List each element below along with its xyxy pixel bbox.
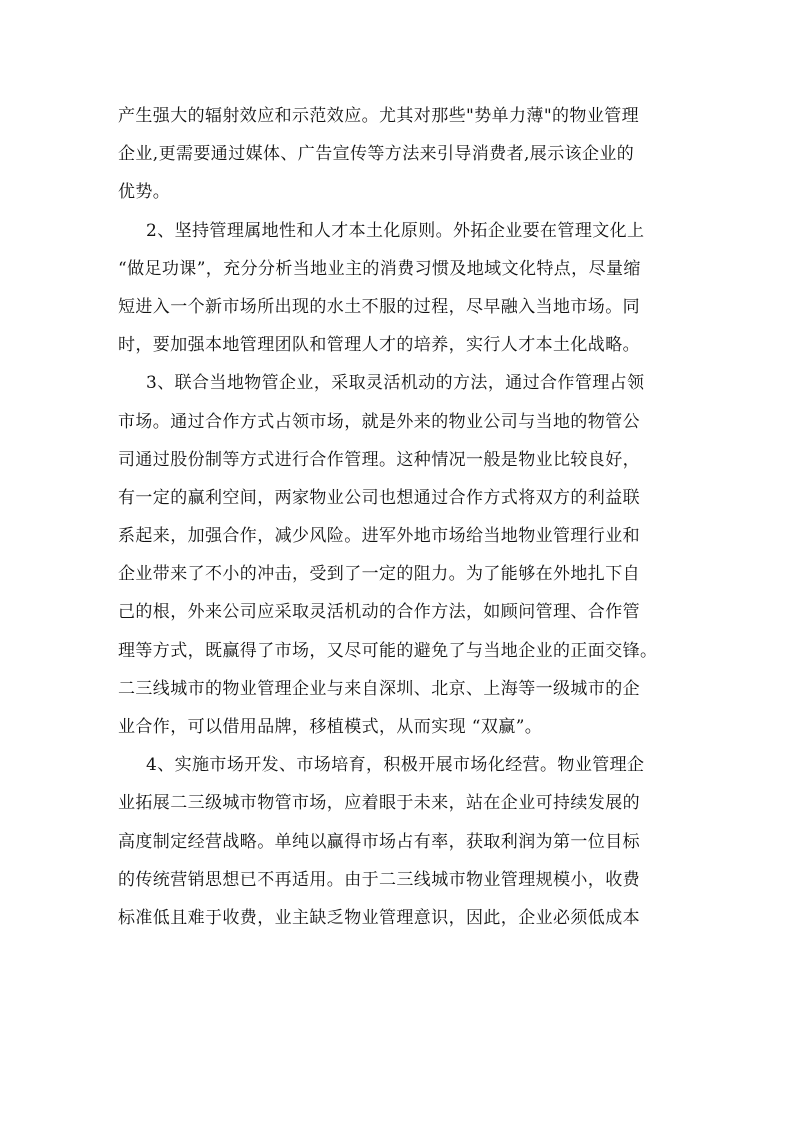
- text-line: 业拓展二三级城市物管市场，应着眼于未来，站在企业可持续发展的: [118, 793, 640, 814]
- text-line: “做足功课”，充分分析当地业主的消费习惯及地域文化特点，尽量缩: [118, 258, 641, 279]
- text-line: 有一定的赢利空间，两家物业公司也想通过合作方式将双方的利益联: [118, 487, 640, 508]
- body-text: [118, 97, 678, 937]
- text-line: 企业,更需要通过媒体、广告宣传等方法来引导消费者,展示该企业的: [118, 144, 635, 165]
- text-line: 优势。: [118, 182, 171, 203]
- text-line: 二三线城市的物业管理企业与来自深圳、北京、上海等一级城市的企: [118, 678, 640, 699]
- text-line: 司通过股份制等方式进行合作管理。这种情况一般是物业比较良好，: [118, 449, 640, 470]
- text-line: 短进入一个新市场所出现的水土不服的过程，尽早融入当地市场。同: [118, 296, 640, 317]
- paragraph-3-first-line: 3、联合当地物管企业，采取灵活机动的方法，通过合作管理占领: [146, 373, 645, 394]
- text-line: 业合作，可以借用品牌，移植模式，从而实现 “双赢”。: [118, 717, 543, 737]
- text-line: 系起来，加强合作，减少风险。进军外地市场给当地物业管理行业和: [118, 526, 640, 547]
- text-line: 标准低且难于收费，业主缺乏物业管理意识，因此，企业必须低成本: [118, 907, 640, 928]
- text-line: 的传统营销思想已不再适用。由于二三线城市物业管理规模小，收费: [118, 869, 640, 890]
- paragraph-4-first-line: 4、实施市场开发、市场培育，积极开展市场化经营。物业管理企: [146, 755, 645, 776]
- paragraph-2-first-line: 2、坚持管理属地性和人才本土化原则。外拓企业要在管理文化上: [146, 220, 645, 241]
- text-line: 时，要加强本地管理团队和管理人才的培养，实行人才本土化战略。: [118, 335, 640, 356]
- text-line: 企业带来了不小的冲击，受到了一定的阻力。为了能够在外地扎下自: [118, 564, 640, 585]
- text-line: 理等方式，既赢得了市场，又尽可能的避免了与当地企业的正面交锋。: [118, 640, 658, 661]
- text-line: 己的根，外来公司应采取灵活机动的合作方法，如顾问管理、合作管: [118, 602, 640, 623]
- text-line: 产生强大的辐射效应和示范效应。尤其对那些"势单力薄"的物业管理: [118, 106, 640, 126]
- text-line: 市场。通过合作方式占领市场，就是外来的物业公司与当地的物管公: [118, 411, 640, 432]
- text-line: 高度制定经营战略。单纯以赢得市场占有率，获取利润为第一位目标: [118, 831, 640, 852]
